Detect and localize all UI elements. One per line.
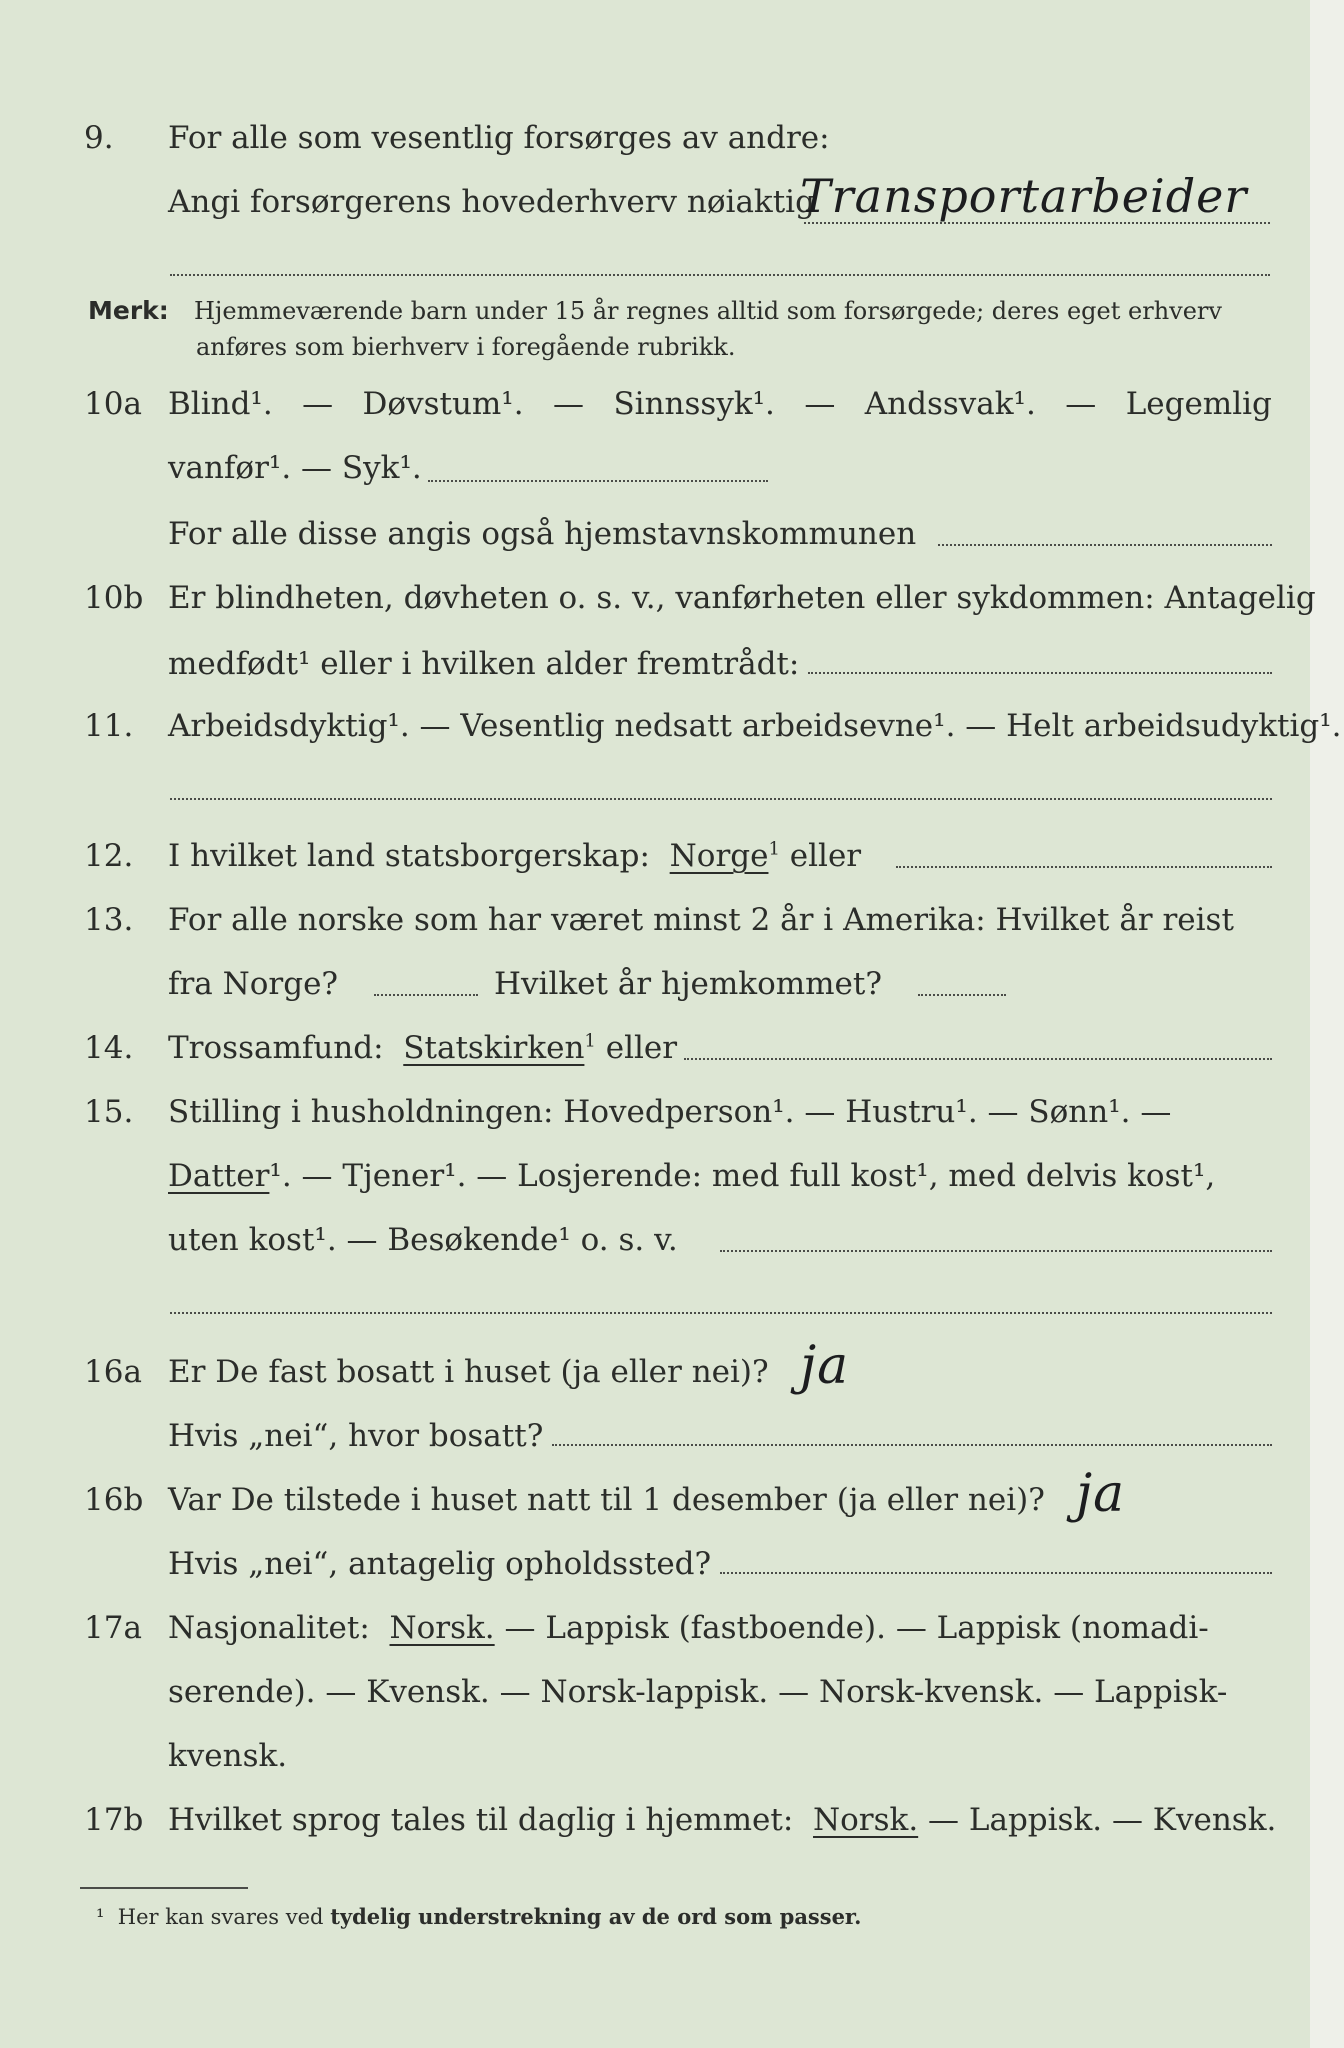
q10a-w1: —	[302, 386, 334, 422]
q16b-handwritten-answer: ja	[1076, 1464, 1126, 1524]
q10b-line1: Er blindheten, døvheten o. s. v., vanførheten eller sykdommen: Antagelig	[168, 580, 1316, 616]
footnote-bold-text: tydelig understrekning av de ord som passer.	[330, 1904, 862, 1929]
q15-underlined: Datter	[168, 1158, 270, 1194]
q9-line1: For alle som vesentlig forsørges av andre:	[168, 120, 830, 156]
q14-line: Trossamfund: Statskirken$^1$ eller	[168, 1030, 678, 1066]
page-margin	[1310, 0, 1344, 2048]
q14-number: 14.	[84, 1030, 134, 1066]
q13-line1: For alle norske som har været minst 2 år i Amerika: Hvilket år reist	[168, 902, 1234, 938]
q16b-line2: Hvis „nei“, antagelig opholdssted?	[168, 1546, 712, 1582]
q16b-line1: Var De tilstede i huset natt til 1 desember (ja eller nei)?	[168, 1482, 1045, 1518]
q12-underlined: Norge	[669, 838, 769, 874]
q17b-post: — Lappisk. — Kvensk.	[928, 1802, 1277, 1838]
q9-number: 9.	[84, 120, 114, 156]
footnote	[96, 1900, 861, 1934]
q11-number: 11.	[84, 708, 134, 744]
footnote-marker: ¹	[96, 1905, 105, 1929]
q14-post: eller	[605, 1030, 678, 1066]
q14-pre: Trossamfund:	[168, 1030, 384, 1066]
q10a-line1	[168, 378, 1272, 430]
q14-underlined: Statskirken	[403, 1030, 585, 1066]
q17a-label: Nasjonalitet:	[168, 1610, 370, 1646]
q17a-line1-rest: — Lappisk (fastboende). — Lappisk (nomadi-	[504, 1610, 1209, 1646]
q17b-pre: Hvilket sprog tales til daglig i hjemmet:	[168, 1802, 794, 1838]
q10a-w5: —	[804, 386, 836, 422]
q10a-w3: —	[553, 386, 585, 422]
q9-extra-line	[170, 274, 1270, 276]
q16a-number: 16a	[84, 1354, 142, 1390]
q12-dots	[896, 866, 1272, 868]
merk-label: Merk:	[88, 296, 169, 325]
q10b-dots	[808, 672, 1272, 674]
q16a-line2: Hvis „nei“, hvor bosatt?	[168, 1418, 544, 1454]
footnote-text: Her kan svares ved	[117, 1905, 324, 1929]
q12-line: I hvilket land statsborgerskap: Norge$^1$ eller	[168, 838, 862, 874]
q13-line2b: Hvilket år hjemkommet?	[494, 966, 882, 1002]
q17a-underlined: Norsk.	[389, 1610, 495, 1646]
q12-post: eller	[789, 838, 862, 874]
q15-line1: Stilling i husholdningen: Hovedperson¹. — Hustru¹. — Sønn¹. —	[168, 1094, 1172, 1130]
q10a-w8: Legemlig	[1125, 386, 1272, 422]
q10b-line2: medfødt¹ eller i hvilken alder fremtrådt:	[168, 646, 800, 682]
q15-extra-line	[170, 1312, 1272, 1314]
q16a-dots	[552, 1444, 1272, 1446]
q16a-line1: Er De fast bosatt i huset (ja eller nei)?	[168, 1354, 769, 1390]
q13-line2a: fra Norge?	[168, 966, 339, 1002]
q17a-line1	[168, 1602, 1209, 1654]
q15-number: 15.	[84, 1094, 134, 1130]
q10a-w2: Døvstum¹.	[362, 386, 524, 422]
q17b-line	[168, 1794, 1276, 1846]
q17b-number: 17b	[84, 1802, 144, 1838]
q16b-dots	[720, 1572, 1272, 1574]
q10a-w7: —	[1065, 386, 1097, 422]
q10a-number: 10a	[84, 386, 142, 422]
q13-dots-b	[918, 994, 1006, 996]
q17a-number: 17a	[84, 1610, 142, 1646]
q10a-w4: Sinnssyk¹.	[613, 386, 775, 422]
q11-line1: Arbeidsdyktig¹. — Vesentlig nedsatt arbeidsevne¹. — Helt arbeidsudyktig¹.	[168, 708, 1342, 744]
footnote-rule	[80, 1887, 248, 1889]
q10a-line3: For alle disse angis også hjemstavnskommunen	[168, 516, 917, 552]
q10a-w6: Andssvak¹.	[864, 386, 1036, 422]
q15-line2-rest: ¹. — Tjener¹. — Losjerende: med full kost¹, med delvis kost¹,	[269, 1158, 1216, 1194]
q14-dots	[684, 1058, 1272, 1060]
q15-dots	[720, 1250, 1272, 1252]
q17b-underlined: Norsk.	[813, 1802, 919, 1838]
q17a-line3: kvensk.	[168, 1738, 288, 1774]
q12-number: 12.	[84, 838, 134, 874]
q9-line2: Angi forsørgerens hovederhverv nøiaktig	[168, 184, 815, 220]
q11-dots	[170, 798, 1272, 800]
q13-number: 13.	[84, 902, 134, 938]
q10b-number: 10b	[84, 580, 144, 616]
q16b-number: 16b	[84, 1482, 144, 1518]
q13-dots-a	[374, 994, 478, 996]
q10a-w0: Blind¹.	[168, 386, 273, 422]
merk-line1: Hjemmeværende barn under 15 år regnes alltid som forsørgede; deres eget erhverv	[194, 297, 1222, 325]
q12-pre: I hvilket land statsborgerskap:	[168, 838, 650, 874]
q15-line2	[168, 1150, 1215, 1202]
q10a-line3-dots	[938, 544, 1272, 546]
q10a-line2-dots	[428, 480, 768, 482]
q15-line3: uten kost¹. — Besøkende¹ o. s. v.	[168, 1222, 678, 1258]
q10a-line2: vanfør¹. — Syk¹.	[168, 450, 422, 486]
merk-line2: anføres som bierhverv i foregående rubrikk.	[196, 333, 736, 361]
q16a-handwritten-answer: ja	[800, 1336, 850, 1396]
q17a-line2: serende). — Kvensk. — Norsk-lappisk. — Norsk-kvensk. — Lappisk-	[168, 1674, 1228, 1710]
q9-handwritten-answer: Transportarbeider	[800, 169, 1248, 223]
